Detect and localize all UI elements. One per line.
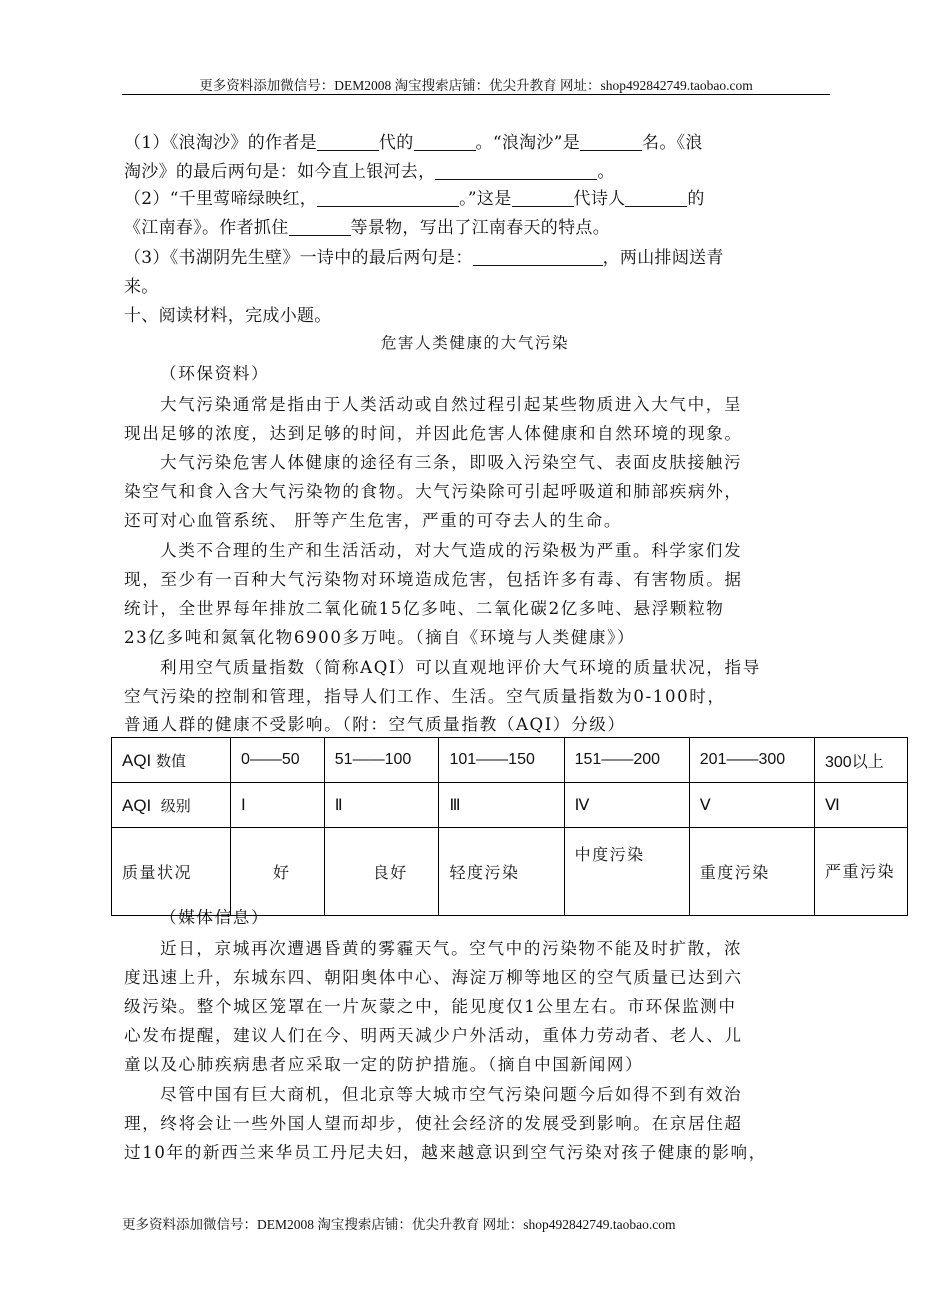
q2-blank-dynasty[interactable] (512, 189, 574, 207)
article-line: 现，至少有一百种大气污染物对环境造成危害，包括许多有毒、有害物质。据 (124, 570, 743, 589)
q2-blank-poem-line[interactable] (317, 189, 459, 207)
q1-blank-dynasty[interactable] (317, 133, 379, 151)
article-line: 心发布提醒，建议人们在今、明两天减少户外活动，重体力劳动者、老人、儿 (124, 1026, 743, 1045)
article-line: 度迅速上升，东城东四、朝阳奥体中心、海淀万柳等地区的空气质量已达到六 (124, 968, 743, 987)
q1-text-2: 代的 (378, 133, 414, 153)
row-label-prefix: AQI (122, 750, 152, 770)
q1-text-6: 。 (597, 162, 615, 182)
page-footer: 更多资料添加微信号：DEM2008 淘宝搜索店铺：优尖升教育 网址：shop492842749.taobao.com (122, 1217, 676, 1232)
article-line: 染空气和食入含大气污染物的食物。大气污染除可引起呼吸道和肺部疾病外， (124, 482, 743, 501)
aqi-quality-cell: 中度污染 (564, 828, 689, 916)
aqi-value-cell: 300以上 (815, 738, 908, 783)
q2-line-2 (124, 213, 610, 238)
article-line: 还可对心血管系统、 肝等产生危害，严重的可夺去人的生命。 (124, 511, 623, 530)
aqi-level-cell: Ⅱ (324, 783, 439, 828)
article-line: 现出足够的浓度，达到足够的时间，并因此危害人体健康和自然环境的现象。 (124, 424, 743, 443)
q2-text-6: 等景物，写出了江南春天的特点。 (350, 218, 610, 238)
q3-text-1: （3）《书湖阴先生壁》一诗中的最后两句是： (124, 248, 473, 268)
q3-text-2: ，两山排闼送青 (602, 248, 724, 268)
q2-text-2: 。”这是 (459, 189, 512, 209)
row-label-prefix: AQI (122, 795, 152, 815)
q1-text-1: （1）《浪淘沙》的作者是 (124, 133, 317, 153)
aqi-level-cell: Ⅵ (815, 783, 908, 828)
q3-line-1 (124, 243, 724, 268)
table-row-values (112, 738, 908, 783)
aqi-quality-cell: 良好 (324, 828, 439, 916)
aqi-value-cell: 201——300 (689, 738, 814, 783)
q3-line-2 (124, 272, 159, 297)
page-header: 更多资料添加微信号：DEM2008 淘宝搜索店铺：优尖升教育 网址：shop492842749.taobao.com (199, 78, 753, 93)
q1-text-5: 淘沙》的最后两句是：如今直上银河去， (124, 162, 436, 182)
article-line: 大气污染危害人体健康的途径有三条，即吸入污染空气、表面皮肤接触污 (160, 453, 743, 472)
article-line: 统计，全世界每年排放二氧化硫15亿多吨、二氧化碳2亿多吨、悬浮颗粒物 (124, 599, 725, 618)
article-line: 尽管中国有巨大商机，但北京等大城市空气污染问题今后如得不到有效治 (160, 1085, 743, 1104)
q2-line-1 (124, 184, 705, 209)
source-label-media: （媒体信息） (160, 908, 270, 927)
article-line: 利用空气质量指数（简称AQI）可以直观地评价大气环境的质量状况，指导 (160, 658, 761, 677)
table-row-levels (112, 783, 908, 828)
aqi-quality-cell: 轻度污染 (439, 828, 564, 916)
q1-line-2 (124, 157, 615, 182)
aqi-quality-cell: 严重污染 (815, 828, 908, 916)
aqi-value-cell: 0——50 (231, 738, 325, 783)
article-line: 理，终将会让一些外国人望而却步，使社会经济的发展受到影响。在京居住超 (124, 1114, 743, 1133)
article-line: 23亿多吨和氮氧化物6900多万吨。（摘自《环境与人类健康》） (124, 628, 636, 647)
article-line: 人类不合理的生产和生活活动，对大气造成的污染极为严重。科学家们发 (160, 541, 743, 560)
q2-text-1: （2）“千里莺啼绿映红， (124, 189, 318, 209)
aqi-value-cell: 151——200 (564, 738, 689, 783)
article-line: 童以及心肺疾病患者应采取一定的防护措施。（摘自中国新闻网） (124, 1055, 644, 1074)
article-line: 普通人群的健康不受影响。（附：空气质量指教（AQI）分级） (124, 715, 626, 734)
section-10-heading: 十、阅读材料，完成小题。 (124, 306, 332, 326)
q2-text-5: 《江南春》。作者抓住 (124, 218, 289, 238)
q1-blank-type[interactable] (580, 133, 642, 151)
article-line: 空气污染的控制和管理，指导人们工作、生活。空气质量指数为0-100时， (124, 687, 726, 706)
article-line: 大气污染通常是指由于人类活动或自然过程引起某些物质进入大气中，呈 (160, 395, 743, 414)
article-line: 级污染。整个城区笼罩在一片灰蒙之中，能见度仅1公里左右。市环保监测中 (124, 997, 737, 1016)
row-label-suffix: 数值 (156, 751, 187, 770)
aqi-value-cell: 51——100 (324, 738, 439, 783)
source-label-env: （环保资料） (160, 364, 270, 383)
row-label-aqi-level (112, 783, 231, 828)
row-label-aqi-value (112, 738, 231, 783)
row-label-quality: 质量状况 (112, 828, 231, 916)
article-line: 近日，京城再次遭遇昏黄的雾霾天气。空气中的污染物不能及时扩散，浓 (160, 939, 743, 958)
row-label-suffix: 级别 (160, 796, 191, 815)
aqi-quality-cell: 重度污染 (689, 828, 814, 916)
aqi-value-cell: 101——150 (439, 738, 564, 783)
q2-text-4: 的 (687, 189, 705, 209)
q2-text-3: 代诗人 (573, 189, 626, 209)
q3-text-3: 来。 (124, 277, 159, 297)
q1-blank-last-line[interactable] (435, 162, 597, 180)
q1-text-3: 。“浪淘沙”是 (475, 133, 581, 153)
q3-blank-poem-line[interactable] (473, 248, 603, 266)
aqi-level-cell: Ⅰ (231, 783, 325, 828)
q1-blank-author[interactable] (414, 133, 476, 151)
header-divider (122, 94, 830, 95)
article-title: 危害人类健康的大气污染 (380, 334, 570, 352)
aqi-level-cell: Ⅲ (439, 783, 564, 828)
q1-line-1 (124, 128, 703, 153)
q2-blank-scenery[interactable] (289, 218, 351, 236)
table-row-quality (112, 828, 908, 916)
aqi-level-cell: Ⅴ (689, 783, 814, 828)
article-line: 过10年的新西兰来华员工丹尼夫妇，越来越意识到空气污染对孩子健康的影响， (124, 1143, 767, 1162)
q1-text-4: 名。《浪 (642, 133, 703, 153)
q2-blank-poet[interactable] (625, 189, 687, 207)
aqi-quality-cell: 好 (231, 828, 325, 916)
aqi-level-cell: Ⅳ (564, 783, 689, 828)
aqi-grade-table (111, 737, 908, 916)
